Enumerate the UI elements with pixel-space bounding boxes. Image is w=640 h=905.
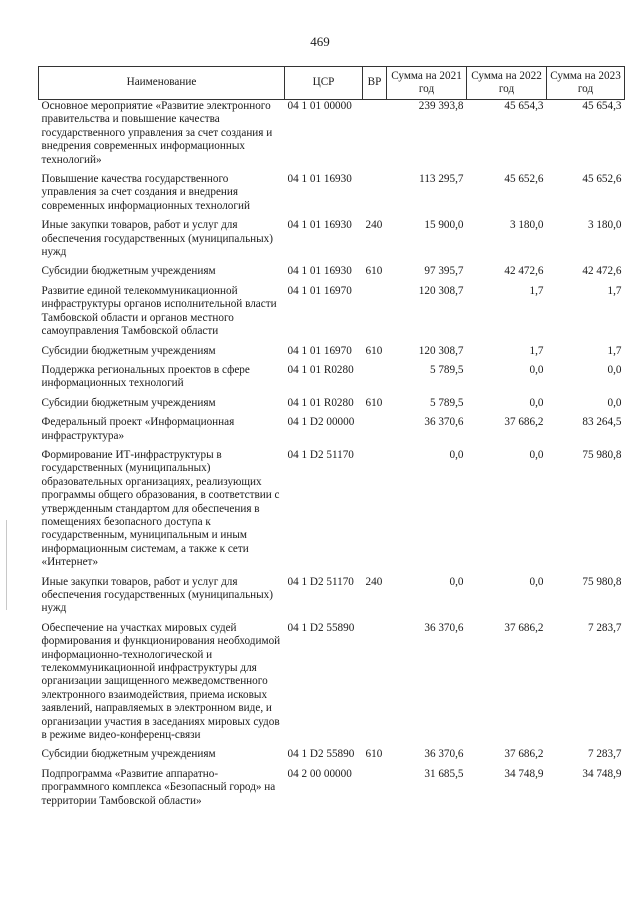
row-sum-2021: 31 685,5	[424, 767, 464, 780]
budget-table	[38, 66, 625, 814]
row-csr: 04 1 01 16930	[287, 219, 352, 232]
row-vr: 240	[365, 575, 383, 588]
row-sum-2021: 5 789,5	[429, 363, 464, 376]
row-sum-2023: 0,0	[607, 363, 622, 376]
table-row	[39, 265, 625, 284]
table-row	[39, 576, 625, 622]
page-number: 469	[310, 34, 330, 49]
row-sum-2022: 37 686,2	[504, 416, 544, 429]
row-sum-2022: 3 180,0	[509, 219, 544, 232]
row-sum-2022: 45 652,6	[504, 173, 544, 186]
table-row	[39, 364, 625, 397]
row-vr: 610	[365, 344, 383, 357]
scan-artifact	[6, 520, 7, 610]
row-vr	[363, 364, 387, 397]
row-vr: 610	[365, 748, 383, 761]
row-vr	[363, 622, 387, 749]
row-sum-2021: 0,0	[449, 575, 464, 588]
row-name: Повышение качества государственного управления за счет создания и внедрения современных информационных технологий	[41, 173, 250, 212]
row-vr	[363, 768, 387, 814]
row-csr: 04 1 01 R0280	[287, 396, 354, 409]
table-row	[39, 345, 625, 364]
table-header-row	[39, 67, 625, 100]
row-sum-2022: 1,7	[529, 344, 544, 357]
header-2023: Сумма на 2023 год	[547, 67, 625, 100]
row-sum-2023: 1,7	[607, 344, 622, 357]
row-name: Субсидии бюджетным учреждениям	[41, 265, 216, 278]
row-csr: 04 1 01 16930	[287, 173, 352, 186]
row-csr: 04 1 D2 55890	[287, 621, 355, 634]
row-sum-2021: 120 308,7	[418, 284, 464, 297]
row-sum-2023: 45 652,6	[582, 173, 622, 186]
header-name: Наименование	[39, 67, 285, 100]
row-vr	[363, 285, 387, 345]
row-name: Подпрограмма «Развитие аппаратно-программного комплекса «Безопасный город» на территории Тамбовской области»	[41, 767, 276, 807]
row-sum-2023: 7 283,7	[587, 621, 622, 634]
row-csr: 04 1 D2 00000	[287, 416, 355, 429]
row-sum-2022: 34 748,9	[504, 767, 544, 780]
row-sum-2021: 113 295,7	[419, 173, 464, 186]
row-name: Развитие единой телекоммуникационной инфраструктуры органов исполнительной власти Тамбовской области и органов местного самоуправления Тамбовской области	[41, 284, 277, 338]
table-row	[39, 416, 625, 449]
row-sum-2021: 239 393,8	[418, 100, 464, 112]
row-vr: 240	[365, 219, 383, 232]
row-name: Субсидии бюджетным учреждениям	[41, 396, 216, 409]
row-csr: 04 1 01 R0280	[287, 363, 354, 376]
row-vr	[363, 416, 387, 449]
row-sum-2023: 7 283,7	[587, 748, 622, 761]
row-vr: 610	[365, 396, 383, 409]
row-sum-2022: 37 686,2	[504, 621, 544, 634]
row-name: Иные закупки товаров, работ и услуг для обеспечения государственных (муниципальных) нужд	[41, 575, 273, 615]
row-sum-2022: 42 472,6	[504, 265, 544, 278]
row-name: Иные закупки товаров, работ и услуг для обеспечения государственных (муниципальных) нужд	[41, 219, 273, 259]
row-name: Обеспечение на участках мировых судей формирования и функционирования необходимой информационно-технологической и телекоммуникационной инфраструктуры для организации защищенного межведомственного электронного взаимодействия, приема исковых заявлений, направляемых в электронном виде, и организации участия в заседаниях мировых судов в режиме видео-конференц-связи	[41, 621, 281, 742]
row-sum-2023: 75 980,8	[582, 575, 622, 588]
table-row	[39, 622, 625, 749]
row-sum-2023: 45 654,3	[582, 100, 622, 112]
table-row	[39, 449, 625, 576]
row-sum-2022: 0,0	[529, 575, 544, 588]
row-csr: 04 1 01 16970	[287, 344, 352, 357]
row-name: Федеральный проект «Информационная инфраструктура»	[41, 416, 235, 442]
header-vr: ВР	[363, 67, 387, 100]
row-sum-2023: 3 180,0	[587, 219, 622, 232]
header-csr: ЦСР	[285, 67, 363, 100]
table-row	[39, 285, 625, 345]
row-vr: 610	[365, 265, 383, 278]
row-sum-2021: 97 395,7	[424, 265, 464, 278]
row-name: Субсидии бюджетным учреждениям	[41, 748, 216, 761]
row-sum-2022: 0,0	[529, 363, 544, 376]
row-vr	[363, 100, 387, 174]
row-sum-2023: 0,0	[607, 396, 622, 409]
row-vr	[363, 173, 387, 219]
table-row	[39, 768, 625, 814]
row-name: Основное мероприятие «Развитие электронного правительства и повышение качества государственного управления за счет создания и внедрения современных информационных технологий»	[41, 100, 273, 166]
row-sum-2021: 5 789,5	[429, 396, 464, 409]
table-row	[39, 100, 625, 174]
row-csr: 04 1 01 00000	[287, 100, 352, 112]
row-csr: 04 1 D2 51170	[287, 448, 354, 461]
row-csr: 04 1 01 16970	[287, 284, 352, 297]
row-csr: 04 1 D2 55890	[287, 748, 355, 761]
row-sum-2021: 0,0	[449, 448, 464, 461]
row-sum-2021: 36 370,6	[424, 621, 464, 634]
table-row	[39, 173, 625, 219]
row-sum-2023: 42 472,6	[582, 265, 622, 278]
row-sum-2022: 1,7	[529, 284, 544, 297]
table-row	[39, 748, 625, 767]
row-csr: 04 2 00 00000	[287, 767, 352, 780]
row-sum-2023: 1,7	[607, 284, 622, 297]
row-sum-2023: 83 264,5	[582, 416, 622, 429]
row-sum-2022: 0,0	[529, 396, 544, 409]
row-sum-2021: 36 370,6	[424, 416, 464, 429]
row-sum-2022: 37 686,2	[504, 748, 544, 761]
row-sum-2021: 120 308,7	[418, 344, 464, 357]
table-row	[39, 219, 625, 265]
row-sum-2022: 0,0	[529, 448, 544, 461]
row-vr	[363, 449, 387, 576]
row-name: Формирование ИТ-инфраструктуры в государственных (муниципальных) образовательных организациях, реализующих программы общего образования, в соответствии с утвержденным стандартом для обеспечения в помещениях безопасного доступа к государственным, муниципальным и иным информационным системам, а также к сети «Интернет»	[41, 448, 280, 569]
row-name: Поддержка региональных проектов в сфере информационных технологий	[41, 363, 250, 390]
table-row	[39, 397, 625, 416]
header-2022: Сумма на 2022 год	[467, 67, 547, 100]
row-sum-2022: 45 654,3	[504, 100, 544, 112]
row-sum-2021: 36 370,6	[424, 748, 464, 761]
row-csr: 04 1 01 16930	[287, 265, 352, 278]
row-sum-2023: 75 980,8	[582, 448, 622, 461]
row-sum-2023: 34 748,9	[582, 767, 622, 780]
row-csr: 04 1 D2 51170	[287, 575, 354, 588]
header-2021: Сумма на 2021 год	[387, 67, 467, 100]
row-name: Субсидии бюджетным учреждениям	[41, 344, 216, 357]
row-sum-2021: 15 900,0	[424, 219, 464, 232]
